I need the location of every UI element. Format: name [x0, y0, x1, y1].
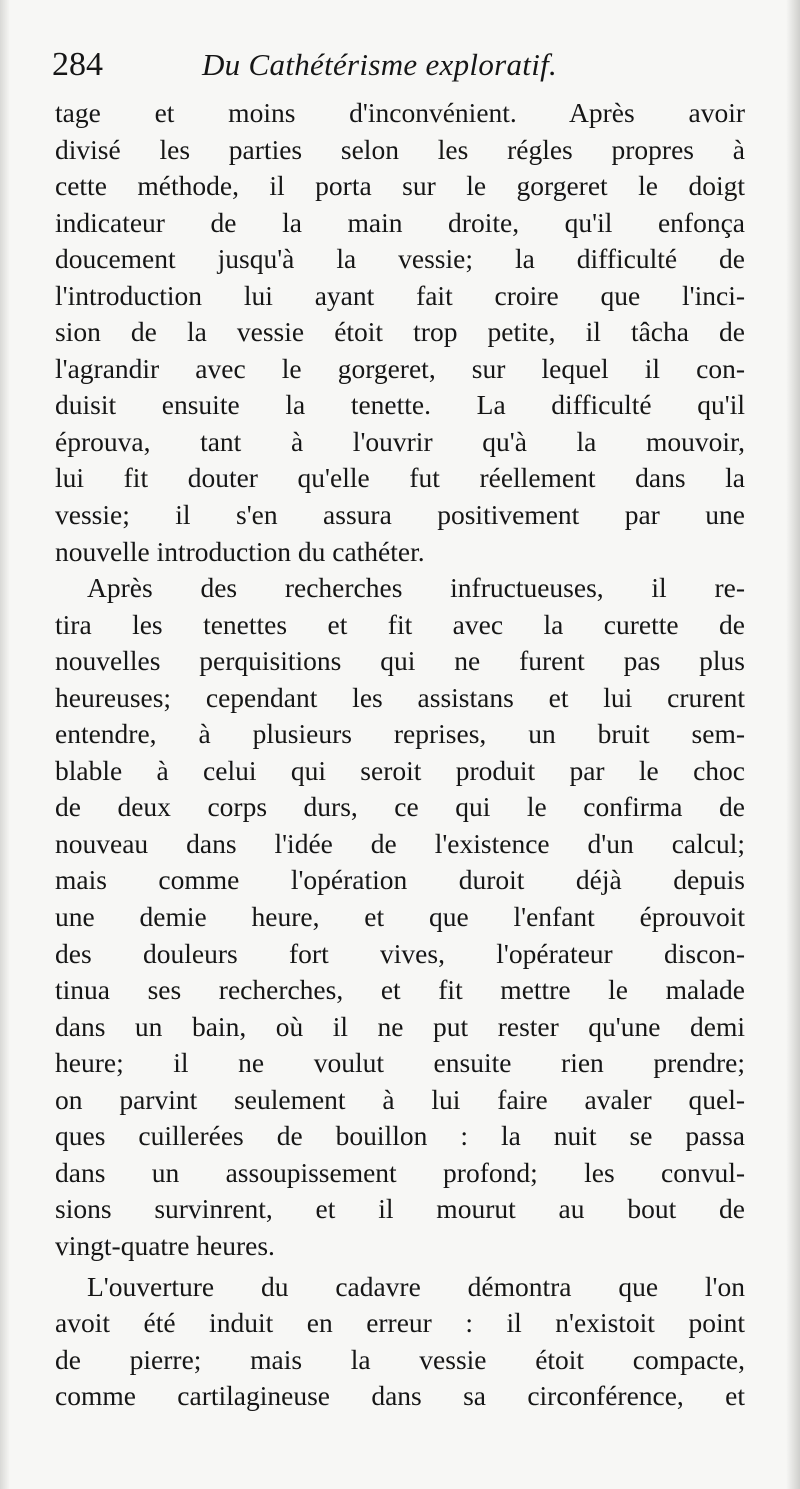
text-line: duisit ensuite la tenette. La difficulté qu'il — [55, 389, 745, 421]
text-line: tinua ses recherches, et fit mettre le malade — [55, 974, 745, 1006]
text-line: de deux corps durs, ce qui le confirma de — [55, 791, 745, 823]
page-header — [52, 40, 752, 90]
text-line: sions survinrent, et il mourut au bout de — [55, 1193, 745, 1225]
text-line: ques cuillerées de bouillon : la nuit se passa — [55, 1120, 745, 1152]
text-line: divisé les parties selon les régles propres à — [55, 133, 745, 165]
text-line: dans un assoupissement profond; les convul- — [55, 1156, 745, 1188]
text-line: heure; il ne voulut ensuite rien prendre; — [55, 1047, 745, 1079]
text-line: Après des recherches infructueuses, il re- — [87, 572, 745, 604]
text-line: tage et moins d'inconvénient. Après avoir — [55, 97, 745, 128]
text-line: lui fit douter qu'elle fut réellement dans la — [55, 462, 745, 494]
text-line: sion de la vessie étoit trop petite, il tâcha de — [55, 316, 745, 348]
text-line: vessie; il s'en assura positivement par une — [55, 499, 745, 531]
text-line: éprouva, tant à l'ouvrir qu'à la mouvoir, — [55, 425, 745, 457]
text-line: indicateur de la main droite, qu'il enfonça — [55, 206, 745, 238]
text-line: on parvint seulement à lui faire avaler quel- — [55, 1083, 745, 1115]
text-line: dans un bain, où il ne put rester qu'une demi — [55, 1010, 745, 1042]
text-line: blable à celui qui seroit produit par le choc — [55, 754, 745, 786]
text-line: de pierre; mais la vessie étoit compacte, — [55, 1343, 745, 1375]
text-line: des douleurs fort vives, l'opérateur discon- — [55, 937, 745, 969]
text-line: cette méthode, il porta sur le gorgeret le doigt — [55, 170, 745, 202]
text-line: mais comme l'opération duroit déjà depuis — [55, 864, 745, 896]
text-line: tira les tenettes et fit avec la curette de — [55, 608, 745, 640]
text-line: nouvelle introduction du cathéter. — [55, 535, 425, 567]
text-line: nouveau dans l'idée de l'existence d'un calcul; — [55, 827, 745, 859]
text-line: vingt-quatre heures. — [55, 1229, 275, 1261]
text-line: doucement jusqu'à la vessie; la difficulté de — [55, 243, 745, 275]
text-line: l'introduction lui ayant fait croire que l'inci- — [55, 279, 745, 311]
body-text — [55, 95, 745, 1415]
text-line: l'agrandir avec le gorgeret, sur lequel il con- — [55, 352, 745, 384]
page-number: 284 — [52, 46, 103, 83]
text-line: L'ouverture du cadavre démontra que l'on — [87, 1270, 745, 1302]
running-title: Du Cathétérisme exploratif. — [202, 47, 558, 82]
text-line: nouvelles perquisitions qui ne furent pas plus — [55, 645, 745, 677]
text-line: heureuses; cependant les assistans et lui crurent — [55, 681, 745, 713]
text-line: une demie heure, et que l'enfant éprouvoit — [55, 901, 745, 933]
text-line: avoit été induit en erreur : il n'existoit point — [55, 1307, 745, 1339]
text-line: entendre, à plusieurs reprises, un bruit sem- — [55, 718, 745, 750]
text-line: comme cartilagineuse dans sa circonférence, et — [55, 1380, 745, 1412]
